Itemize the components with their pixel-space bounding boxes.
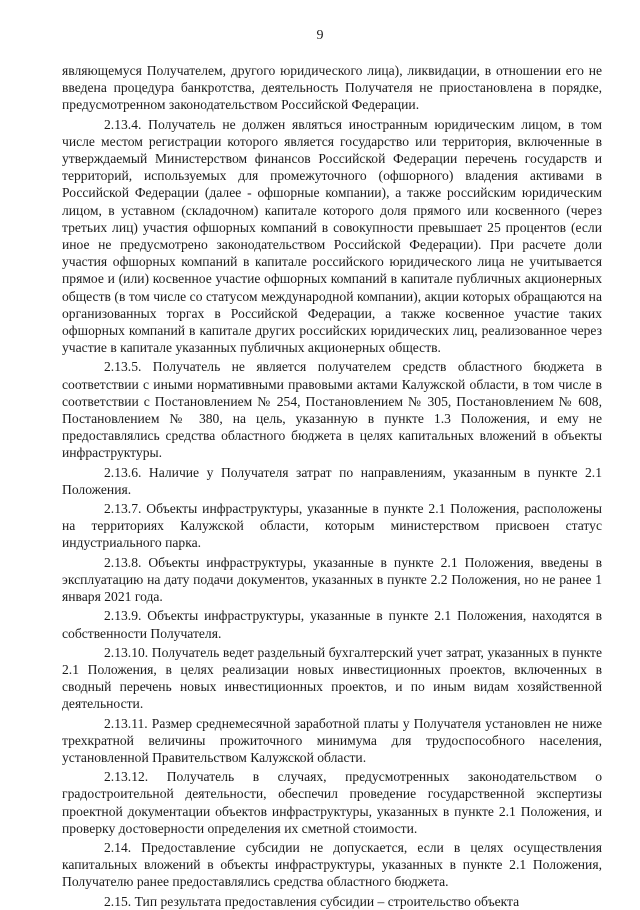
paragraph-2-13-8: 2.13.8. Объекты инфраструктуры, указанные в пункте 2.1 Положения, введены в эксплуатацию на дату подачи документов, указанных в пункте 2.2 Положения, но не ранее 1 января 2021 года. <box>62 554 602 605</box>
paragraph-2-13-10: 2.13.10. Получатель ведет раздельный бухгалтерский учет затрат, указанных в пункте 2.1 Положения, в целях реализации новых инвестиционных проектов, включенных в сводный перечень новых инвестиционных проектов, и по иным видам хозяйственной деятельности. <box>62 644 602 712</box>
paragraph-2-13-11: 2.13.11. Размер среднемесячной заработной платы у Получателя установлен не ниже трехкратной величины прожиточного минимума для трудоспособного населения, установленной Правительством Калужской области. <box>62 715 602 765</box>
paragraph-2-13-5: 2.13.5. Получатель не является получателем средств областного бюджета в соответствии с иными нормативными правовыми актами Калужской области, в том числе в соответствии с Постановлением № 254, Постановлением № 305, Постановлением № 608, Постановлением № 380, на цель, указанную в пункте 1.3 Положения, и ему не предоставлялись средства областного бюджета в целях капитальных вложений в объекты инфраструктуры. <box>62 359 602 461</box>
paragraph-2-13-6: 2.13.6. Наличие у Получателя затрат по направлениям, указанным в пункте 2.1 Положения. <box>62 464 602 497</box>
paragraph-2-13-4: 2.13.4. Получатель не должен являться иностранным юридическим лицом, в том числе местом регистрации которого является государство или территория, включенные в утверждаемый Министерством финансов Российской Федерации перечень государств и территорий, используемых для промежуточного (офшорного) владения активами в Российской Федерации (далее - офшорные компании), а также российским юридическим лицом, в уставном (складочном) капитале которого доля прямого или косвенного (через третьих лиц) участия офшорных компаний в совокупности превышает 25 процентов (если иное не предусмотрено законодательством Российской Федерации). При расчете доли участия офшорных компаний в капитале российского юридического лица не учитывается прямое и (или) косвенное участие офшорных компаний в капитале публичных акционерных обществ (в том числе со статусом международной компании), акции которых обращаются на организованных торгах в Российской Федерации, а также косвенное участие таких офшорных компаний в капитале других российских юридических лиц, реализованное через участие в капитале указанных публичных акционерных обществ. <box>62 116 602 356</box>
paragraph-2-13-9: 2.13.9. Объекты инфраструктуры, указанные в пункте 2.1 Положения, находятся в собственности Получателя. <box>62 608 602 641</box>
paragraph-2-15: 2.15. Тип результата предоставления субсидии – строительство объекта <box>104 893 520 909</box>
document-body <box>62 62 602 910</box>
paragraph-continuation: являющемуся Получателем, другого юридического лица), ликвидации, в отношении его не введена процедура банкротства, деятельность Получателя не приостановлена в порядке, предусмотренном законодательством Российской Федерации. <box>62 63 602 113</box>
paragraph-2-13-7: 2.13.7. Объекты инфраструктуры, указанные в пункте 2.1 Положения, расположены на территориях Калужской области, которым министерством присвоен статус индустриального парка. <box>62 501 602 551</box>
paragraph-2-13-12: 2.13.12. Получатель в случаях, предусмотренных законодательством о градостроительной деятельности, обеспечил проведение государственной экспертизы проектной документации объектов инфраструктуры, указанных в пункте 2.1 Положения, и проверку достоверности определения их сметной стоимости. <box>62 769 602 836</box>
paragraph-2-14: 2.14. Предоставление субсидии не допускается, если в целях осуществления капитальных вложений в объекты инфраструктуры, указанных в пункте 2.1 Положения, Получателю ранее предоставлялись средства областного бюджета. <box>62 839 602 890</box>
page-number: 9 <box>316 28 324 43</box>
